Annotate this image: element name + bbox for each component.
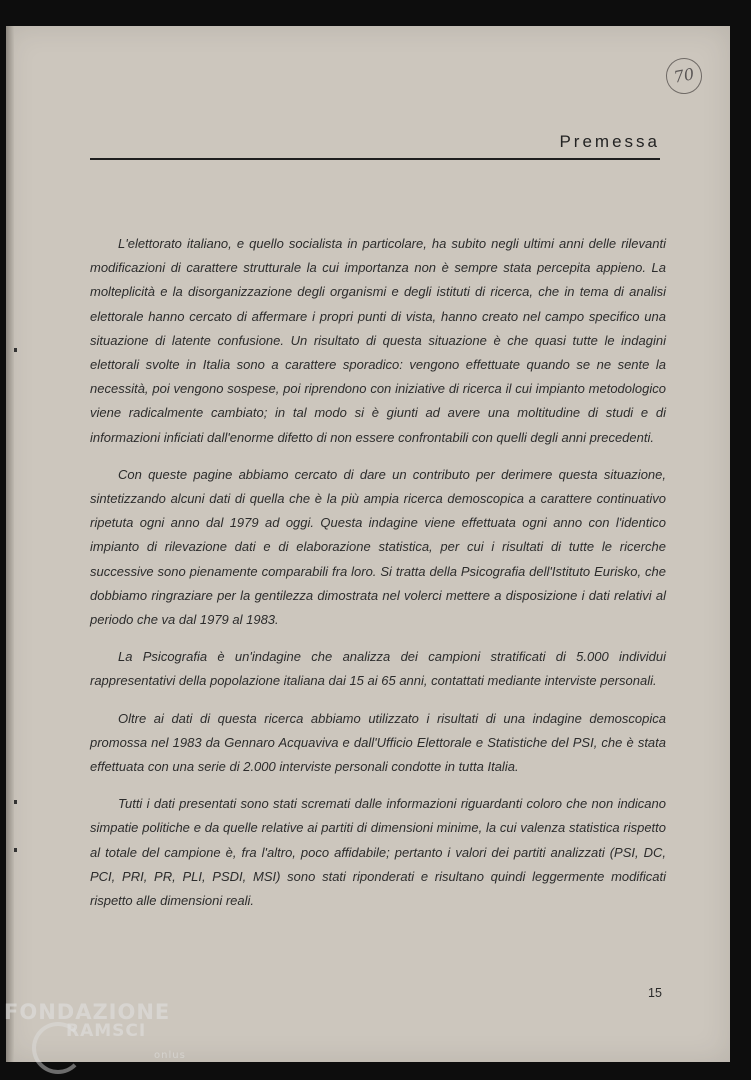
edge-mark [14, 348, 17, 352]
watermark-line-2: RAMSCI [66, 1021, 147, 1041]
document-page [6, 26, 730, 1062]
paragraph: Oltre ai dati di questa ricerca abbiamo utilizzato i risultati di una indagine demoscopica promossa nel 1983 da Gennaro Acquaviva e dall'Ufficio Elettorale e Statistiche del PSI, che è stata effettuata con una serie di 2.000 interviste personali condotte in tutta Italia. [90, 710, 666, 775]
title-rule [90, 158, 660, 160]
watermark-g-logo-icon [32, 1022, 84, 1074]
paragraph: Tutti i dati presentati sono stati scremati dalle informazioni riguardanti coloro che non indicano simpatie politiche e da quelle relative ai partiti di dimensioni minime, la cui valenza statistica rispetto al totale del campione è, fra l'altro, poco affidabile; pertanto i valori dei partiti analizzati (PSI, DC, PCI, PRI, PR, PLI, PSDI, MSI) sono stati riponderati e risultano quindi leggermente modificati rispetto alle dimensioni reali. [90, 796, 666, 909]
watermark-line-1: FONDAZIONE [4, 1000, 171, 1024]
watermark-sub: onlus [154, 1050, 186, 1061]
paragraph: L'elettorato italiano, e quello socialista in particolare, ha subito negli ultimi anni delle rilevanti modificazioni di carattere strutturale la cui importanza non è sempre stata percepita appieno. La molteplicità e la disorganizzazione degli organismi e degli istituti di ricerca, che in tema di analisi elettorale hanno cercato di affermare i propri punti di vista, hanno creato nel campo specifico una situazione di latente confusione. Un risultato di questa situazione è che quasi tutte le indagini elettorali svolte in Italia sono a carattere sporadico: vengono effettuate quando se ne sente la necessità, poi vengono sospese, poi riprendono con iniziative di ricerca il cui impianto metodologico viene radicalmente cambiato; in tal modo si è giunti ad avere una moltitudine di studi e di informazioni inficiati dall'enorme difetto di non essere confrontabili con quelli degli anni precedenti. [90, 236, 666, 445]
paragraph: La Psicografia è un'indagine che analizza dei campioni stratificati di 5.000 individui rappresentativi della popolazione italiana dai 15 ai 65 anni, contattati mediante interviste personali. [90, 649, 666, 689]
fondazione-gramsci-watermark [4, 1000, 186, 1061]
page-number: 15 [648, 986, 662, 1000]
edge-mark [14, 800, 17, 804]
handwritten-page-stamp: 70 [663, 55, 705, 97]
paragraph: Con queste pagine abbiamo cercato di dare un contributo per derimere questa situazione, sintetizzando alcuni dati di quella che è la più ampia ricerca demoscopica a carattere continuativo ripetuta ogni anno dal 1979 ad oggi. Questa indagine viene effettuata ogni anno con l'identico impianto di rilevazione dati e di elaborazione statistica, per cui i risultati di tutte le ricerche successive sono pienamente comparabili fra loro. Si tratta della Psicografia dell'Istituto Eurisko, che dobbiamo ringraziare per la gentilezza dimostrata nel volerci mettere a disposizione i dati relativi al periodo che va dal 1979 al 1983. [90, 466, 666, 628]
body-text [90, 232, 666, 926]
edge-mark [14, 848, 17, 852]
section-title: Premessa [559, 132, 660, 151]
page-binding [6, 26, 14, 1062]
